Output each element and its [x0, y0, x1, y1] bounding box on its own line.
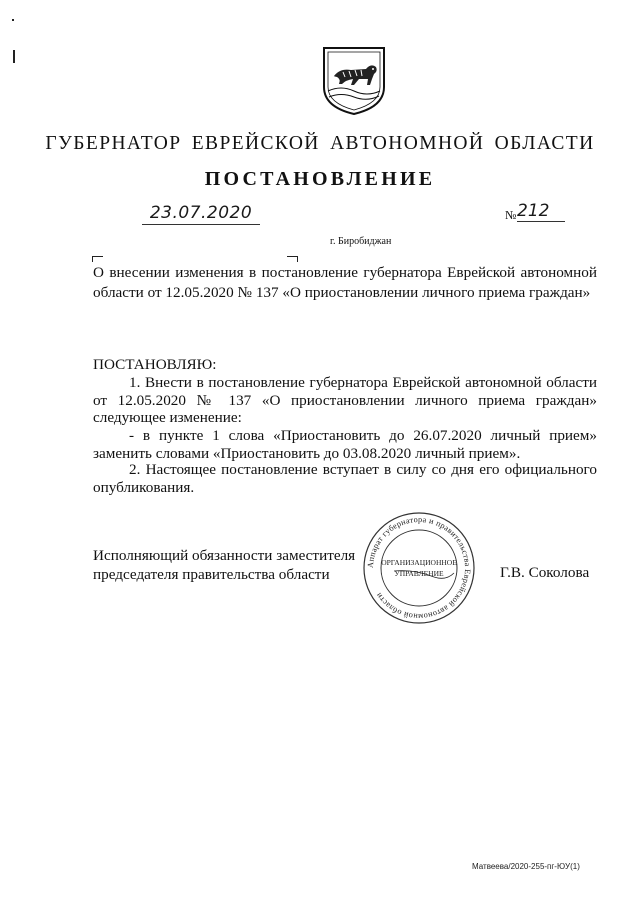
- subject-bracket-left: [92, 256, 103, 262]
- seal-ring-text: Аппарат губернатора и правительства Еврейской автономной области: [365, 514, 473, 622]
- paragraph-1: 1. Внести в постановление губернатора Еврейской автономной области от 12.05.2020 № 137 «О приостановлении личного приема граждан» следующее изменение:: [93, 374, 597, 427]
- official-seal-icon: [354, 511, 484, 625]
- number-label: №: [505, 208, 517, 222]
- document-subject: О внесении изменения в постановление губернатора Еврейской автономной области от 12.05.2020 № 137 «О приостановлении личного приема граждан»: [93, 264, 597, 301]
- resolve-heading: ПОСТАНОВЛЯЮ:: [93, 356, 217, 373]
- signer-position: Исполняющий обязанности заместителя председателя правительства области: [93, 547, 356, 583]
- document-date: 23.07.2020: [142, 203, 260, 225]
- footer-reference: Матвеева/2020-255-пг-ЮУ(1): [472, 862, 580, 871]
- seal-center-line-2: УПРАВЛЕНИЕ: [394, 569, 444, 578]
- subject-bracket-right: [287, 256, 298, 262]
- svg-text:Аппарат губернатора и правител: [366, 515, 472, 621]
- document-type: ПОСТАНОВЛЕНИЕ: [204, 168, 436, 190]
- signer-name: Г.В. Соколова: [500, 564, 590, 581]
- document-number: 212: [517, 201, 565, 222]
- paragraph-3: 2. Настоящее постановление вступает в силу со дня его официального опубликования.: [93, 461, 597, 496]
- paragraph-2: - в пункте 1 слова «Приостановить до 26.07.2020 личный прием» заменить словами «Приостановить до 03.08.2020 личный прием».: [93, 427, 597, 462]
- scan-mark: [13, 50, 15, 63]
- scan-dot: [12, 19, 14, 21]
- issuer-title: ГУБЕРНАТОР ЕВРЕЙСКОЙ АВТОНОМНОЙ ОБЛАСТИ: [45, 133, 595, 154]
- tiger-coat-of-arms-icon: [321, 45, 387, 117]
- seal-center-line-1: ОРГАНИЗАЦИОННОЕ: [381, 558, 457, 567]
- city: г. Биробиджан: [330, 236, 392, 247]
